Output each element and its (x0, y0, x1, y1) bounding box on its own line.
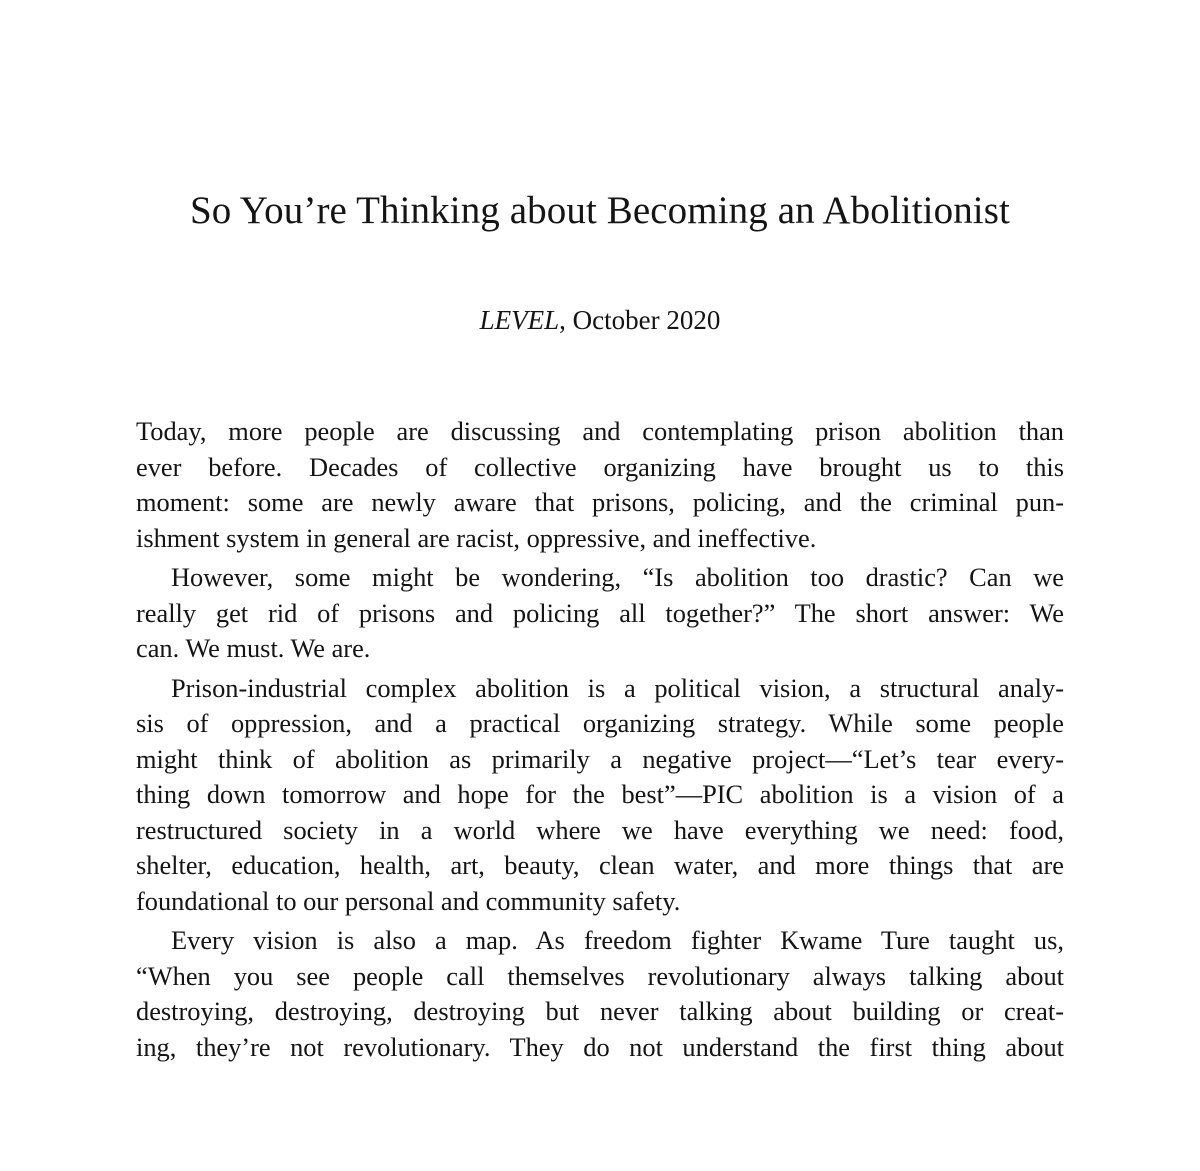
text-line: sis of oppression, and a practical organizing strategy. While some people (136, 708, 1064, 738)
text-line: ishment system in general are racist, oppressive, and ineffective. (136, 522, 817, 553)
text-line: moment: some are newly aware that prisons, policing, and the criminal pun- (136, 487, 1064, 517)
text-line: “When you see people call themselves revolutionary always talking about (136, 960, 1064, 991)
publication-date: , October 2020 (559, 305, 721, 335)
text-line: destroying, destroying, destroying but never talking about building or creat- (136, 996, 1064, 1026)
paragraph (136, 560, 1064, 667)
text-line: Every vision is also a map. As freedom fighter Kwame Ture taught us, (171, 925, 1064, 955)
paragraph (136, 923, 1064, 1065)
text-line: shelter, education, health, art, beauty, clean water, and more things that are (136, 850, 1064, 880)
publication-name: LEVEL (479, 305, 560, 335)
text-line: Today, more people are discussing and contemplating prison abolition than (136, 416, 1064, 446)
text-line: ing, they’re not revolutionary. They do not understand the first thing about (136, 1031, 1064, 1062)
text-line: Prison-industrial complex abolition is a political vision, a structural analy- (171, 672, 1064, 703)
chapter-title: So You’re Thinking about Becoming an Abolitionist (190, 189, 1010, 232)
text-line: really get rid of prisons and policing all together?” The short answer: We (136, 597, 1064, 628)
text-line: thing down tomorrow and hope for the best”—PIC abolition is a vision of a (136, 779, 1064, 809)
text-line: However, some might be wondering, “Is abolition too drastic? Can we (171, 562, 1064, 592)
paragraph (136, 671, 1064, 920)
text-line: restructured society in a world where we have everything we need: food, (136, 814, 1064, 845)
source-line (0, 302, 1200, 338)
text-line: might think of abolition as primarily a negative project—“Let’s tear every- (136, 743, 1064, 774)
text-line: foundational to our personal and community safety. (136, 885, 681, 916)
text-line: can. We must. We are. (136, 633, 371, 663)
paragraph (136, 414, 1064, 556)
body-text (136, 414, 1064, 1065)
text-line: ever before. Decades of collective organizing have brought us to this (136, 451, 1064, 482)
